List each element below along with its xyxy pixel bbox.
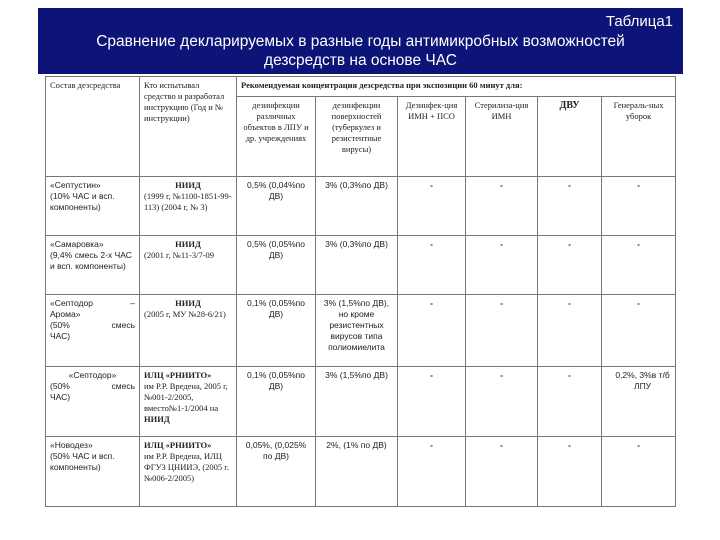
product-composition: (10% ЧАС и всп. компоненты) — [50, 191, 115, 212]
row-composition — [46, 236, 140, 295]
tested-org: НИИД — [175, 298, 201, 308]
conc-imn-pso: - — [398, 367, 466, 437]
conc-dvu: - — [538, 177, 602, 236]
header-sub-4: Стерилиза-ция ИМН — [466, 97, 538, 177]
title-line-1: Сравнение декларируемых в разные годы антимикробных возможностей — [96, 33, 625, 50]
composition-part: смесь — [111, 320, 135, 330]
tested-details: им Р.Р. Вредена, ИЛЦ ФГУЗ ЦНИИЭ, (2005 г. №006-2/2005) — [144, 451, 229, 483]
product-name: «Септодор — [50, 298, 93, 308]
row-composition — [46, 295, 140, 367]
row-tested — [140, 367, 237, 437]
row-tested — [140, 177, 237, 236]
header-sub-1: дезинфекции различных объектов в ЛПУ и др. учреждениях — [237, 97, 316, 177]
product-name: «Септустин» — [50, 180, 101, 190]
row-tested — [140, 437, 237, 507]
tested-details: (2001 г, №11-3/7-09 — [144, 250, 215, 260]
header-tested-by: Кто испытывал средство и разработал инструкцию (Год и № инструкции) — [140, 77, 237, 177]
conc-surfaces: 3% (1,5%по ДВ) — [316, 367, 398, 437]
row-tested — [140, 236, 237, 295]
product-composition: (50% ЧАС и всп. компоненты) — [50, 451, 115, 472]
conc-sterilization: - — [466, 177, 538, 236]
conc-imn-pso: - — [398, 177, 466, 236]
product-composition: (9,4% смесь 2-х ЧАС и всп. компоненты) — [50, 250, 132, 271]
conc-general: 0,1% (0,05%по ДВ) — [237, 295, 316, 367]
product-name-2: Арома» — [50, 309, 81, 319]
tested-org: ИЛЦ «РНИИТО» — [144, 370, 212, 380]
conc-surfaces: 3% (1,5%по ДВ), но кроме резистентных вирусов типа полиомиелита — [316, 295, 398, 367]
conc-imn-pso: - — [398, 236, 466, 295]
product-name: «Септодор» — [68, 370, 117, 380]
header-sub-6: Генераль-ных уборок — [602, 97, 676, 177]
conc-general-cleaning: 0,2%, 3%в т/б ЛПУ — [602, 367, 676, 437]
conc-sterilization: - — [466, 437, 538, 507]
conc-general-cleaning: - — [602, 295, 676, 367]
conc-dvu: - — [538, 437, 602, 507]
conc-surfaces: 2%, (1% по ДВ) — [316, 437, 398, 507]
header-row-1 — [46, 77, 676, 97]
conc-sterilization: - — [466, 295, 538, 367]
product-composition-line — [50, 320, 135, 331]
conc-surfaces: 3% (0,3%по ДВ) — [316, 177, 398, 236]
conc-dvu: - — [538, 295, 602, 367]
table-row — [46, 236, 676, 295]
row-composition — [46, 367, 140, 437]
conc-dvu: - — [538, 236, 602, 295]
product-name: «Самаровка» — [50, 239, 104, 249]
tested-org: ИЛЦ «РНИИТО» — [144, 440, 212, 450]
table-row — [46, 437, 676, 507]
product-name: «Новодез» — [50, 440, 93, 450]
conc-general: 0,1% (0,05%по ДВ) — [237, 367, 316, 437]
tested-org-2: НИИД — [144, 414, 170, 424]
table-row — [46, 177, 676, 236]
row-composition — [46, 177, 140, 236]
conc-imn-pso: - — [398, 295, 466, 367]
conc-general: 0,5% (0,05%по ДВ) — [237, 236, 316, 295]
conc-imn-pso: - — [398, 437, 466, 507]
header-recommended: Рекомендуемая концентрация дезсредства при экспозиции 60 минут для: — [237, 77, 676, 97]
conc-general-cleaning: - — [602, 437, 676, 507]
tested-org: НИИД — [175, 180, 201, 190]
conc-general-cleaning: - — [602, 236, 676, 295]
product-name-dash: – — [130, 298, 135, 308]
title-line-2: дезсредств на основе ЧАС — [264, 52, 457, 69]
composition-part: смесь — [111, 381, 135, 391]
product-composition-line — [50, 381, 135, 392]
row-composition — [46, 437, 140, 507]
product-name-line — [50, 298, 135, 309]
composition-part: (50% — [50, 320, 70, 330]
row-tested — [140, 295, 237, 367]
conc-general-cleaning: - — [602, 177, 676, 236]
conc-surfaces: 3% (0,3%по ДВ) — [316, 236, 398, 295]
tested-details: им Р.Р. Вредена, 2005 г, №001-2/2005, вместо№1-1/2004 на — [144, 381, 228, 413]
title-banner — [38, 8, 683, 74]
table-row — [46, 295, 676, 367]
composition-part: ЧАС) — [50, 392, 71, 402]
header-sub-2: дезинфекции поверхностей (туберкулез и резистентные вирусы) — [316, 97, 398, 177]
composition-part: ЧАС) — [50, 331, 71, 341]
comparison-table — [45, 76, 676, 507]
conc-sterilization: - — [466, 367, 538, 437]
composition-part: (50% — [50, 381, 70, 391]
header-sub-3: Дезинфек-ция ИМН + ПСО — [398, 97, 466, 177]
table-row — [46, 367, 676, 437]
conc-general: 0,5% (0,04%по ДВ) — [237, 177, 316, 236]
tested-details: (2005 г, МУ №28-6/21) — [144, 309, 226, 319]
conc-dvu: - — [538, 367, 602, 437]
conc-general: 0,05%, (0,025% по ДВ) — [237, 437, 316, 507]
tested-org: НИИД — [175, 239, 201, 249]
table-number: Таблица1 — [605, 13, 673, 30]
header-composition: Состав дезсредства — [46, 77, 140, 177]
conc-sterilization: - — [466, 236, 538, 295]
tested-details: (1999 г, №1100-1851-99-113) (2004 г, № 3) — [144, 191, 232, 212]
header-sub-5: ДВУ — [538, 97, 602, 177]
